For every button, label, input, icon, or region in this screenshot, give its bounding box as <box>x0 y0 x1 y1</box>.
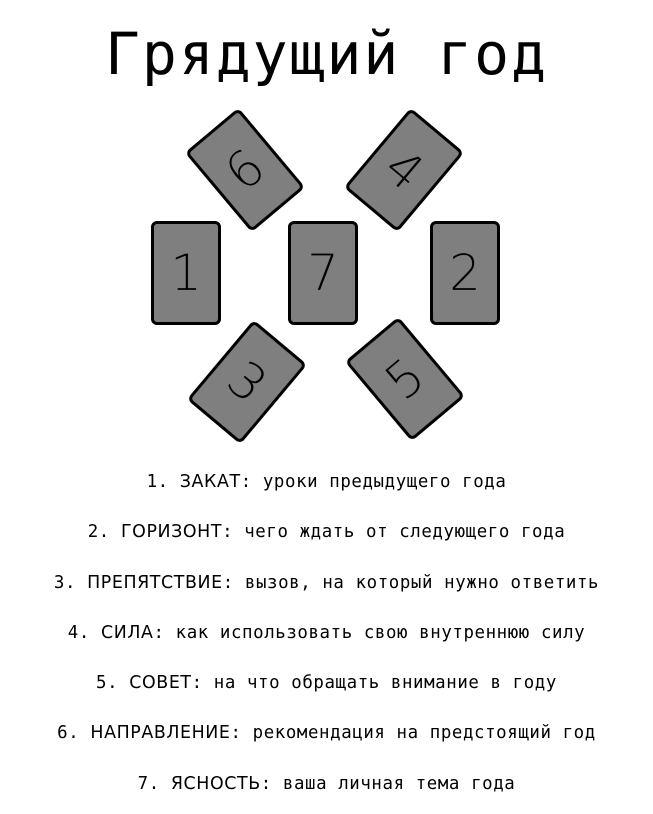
list-item: 5. СОВЕТ: на что обращать внимание в году <box>96 673 557 694</box>
list-item: 3. ПРЕПЯТСТВИЕ: вызов, на который нужно ответить <box>53 572 600 593</box>
position-number: 3. <box>53 572 77 593</box>
position-number: 1. <box>146 472 169 492</box>
list-item: 6. НАПРАВЛЕНИЕ: рекомендация на предстоящий год <box>57 723 596 744</box>
page-title: Грядущий год <box>104 20 549 88</box>
position-name: ЯСНОСТЬ <box>170 773 261 794</box>
position-name: ЗАКАТ <box>179 472 241 492</box>
position-description: рекомендация на предстоящий год <box>252 723 596 744</box>
card-4[interactable] <box>344 108 464 233</box>
card-2[interactable] <box>430 221 500 325</box>
position-name: ПРЕПЯТСТВИЕ <box>87 572 223 593</box>
list-item: 2. ГОРИЗОНТ: чего ждать от следующего года <box>87 522 566 543</box>
position-description: чего ждать от следующего года <box>244 522 566 543</box>
card-3[interactable] <box>187 320 307 445</box>
position-name: НАПРАВЛЕНИЕ <box>90 723 231 744</box>
list-item: 1. ЗАКАТ: уроки предыдущего года <box>146 472 507 492</box>
card-number: 6 <box>214 137 276 203</box>
position-number: 5. <box>96 673 119 694</box>
position-description: вызов, на который нужно ответить <box>244 572 600 593</box>
position-description: уроки предыдущего года <box>262 472 507 492</box>
card-number: 5 <box>374 346 436 412</box>
position-number: 2. <box>87 522 110 543</box>
list-item: 7. ЯСНОСТЬ: ваша личная тема года <box>137 773 516 794</box>
position-number: 6. <box>57 723 80 744</box>
card-number: 1 <box>170 244 202 302</box>
position-name: ГОРИЗОНТ <box>120 522 223 543</box>
card-number: 3 <box>216 349 278 415</box>
card-number: 4 <box>373 137 435 203</box>
list-item: 4. СИЛА: как использовать свою внутреннюю силу <box>67 622 586 643</box>
position-description: как использовать свою внутреннюю силу <box>175 622 586 643</box>
position-list <box>0 462 653 814</box>
card-number: 7 <box>307 244 339 302</box>
position-description: на что обращать внимание в году <box>213 673 557 694</box>
position-name: СОВЕТ <box>129 673 192 694</box>
card-number: 2 <box>449 244 481 302</box>
position-number: 4. <box>67 622 90 643</box>
position-description: ваша личная тема года <box>282 773 516 794</box>
card-5[interactable] <box>345 317 465 442</box>
card-1[interactable] <box>151 221 221 325</box>
card-6[interactable] <box>185 108 305 233</box>
position-number: 7. <box>137 773 160 794</box>
card-7[interactable] <box>288 221 358 325</box>
position-name: СИЛА <box>100 622 154 643</box>
